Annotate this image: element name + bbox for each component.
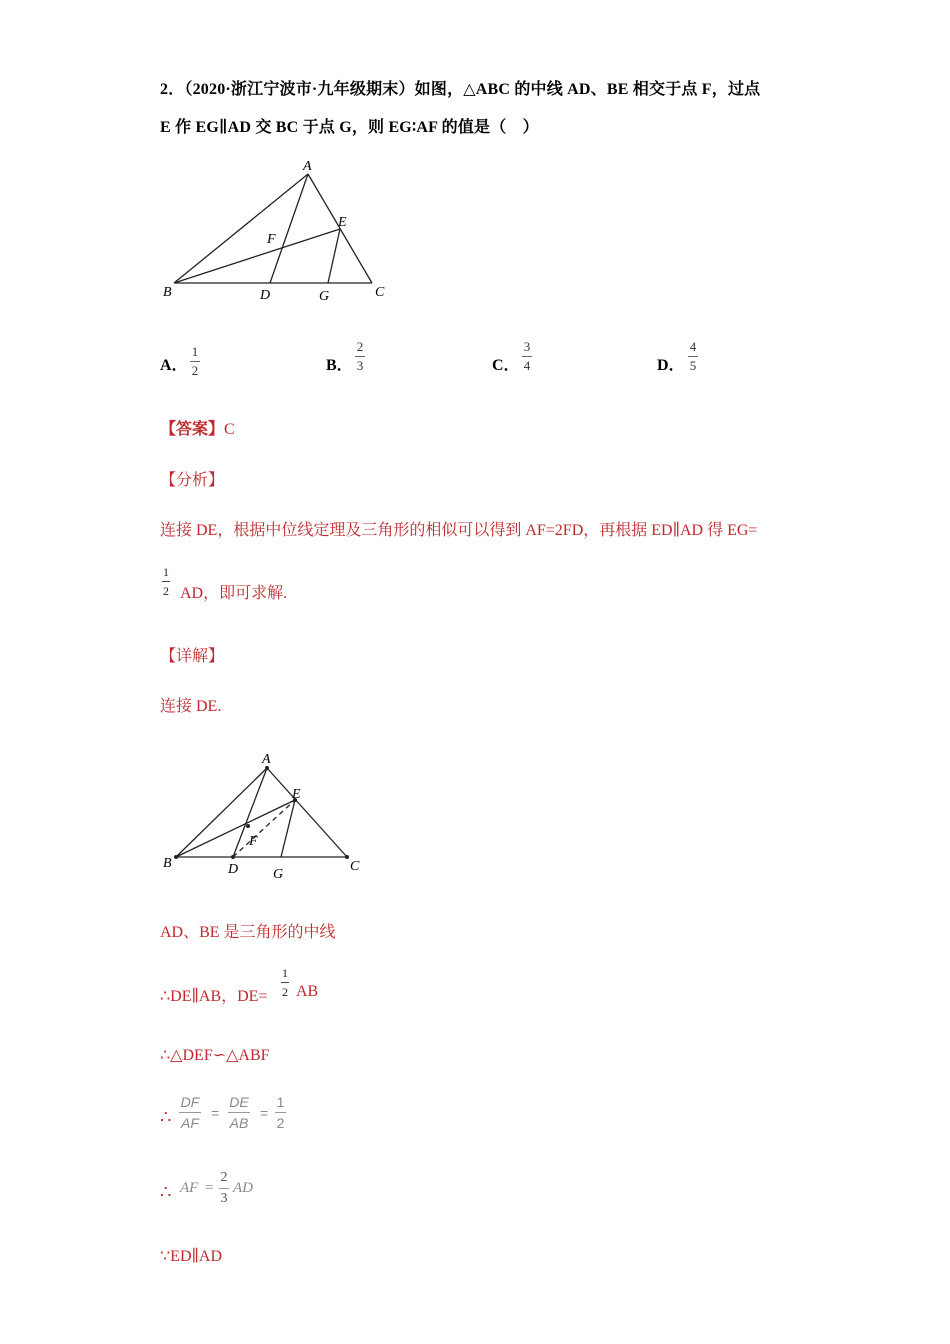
- fig1-side-ab: [174, 174, 308, 283]
- detail-step-3-pre: ∴DE∥AB，DE=: [160, 988, 268, 1005]
- figure-2-triangle: [155, 750, 370, 885]
- detail-step-6-den: 3: [220, 1191, 228, 1206]
- fig2-label-a: A: [262, 752, 271, 767]
- option-a-den: 2: [191, 363, 199, 378]
- option-b-fraction: [355, 340, 365, 373]
- detail-step-5-frac-1: [179, 1094, 201, 1131]
- option-a-fraction: [190, 345, 200, 378]
- fig1-label-f: F: [267, 232, 276, 247]
- fig2-side-ac: [267, 768, 347, 857]
- fig1-label-e: E: [338, 215, 347, 230]
- fig2-median-be: [176, 800, 295, 857]
- fig2-label-b: B: [163, 856, 172, 871]
- option-b-letter: B．: [326, 357, 353, 374]
- analysis-line-2: AD，即可求解.: [180, 585, 288, 602]
- fig2-label-f: F: [249, 834, 258, 849]
- fig1-label-b: B: [163, 285, 172, 300]
- analysis-frac-den: 2: [163, 584, 169, 598]
- fig1-label-c: C: [375, 285, 385, 300]
- detail-step-3-post: AB: [296, 983, 319, 1000]
- fig2-label-c: C: [350, 859, 360, 874]
- answer-tag: 【答案】: [160, 421, 225, 438]
- detail-step-1: 连接 DE.: [160, 698, 222, 715]
- fig1-median-be: [174, 229, 340, 283]
- option-c-letter: C．: [492, 357, 520, 374]
- detail-step-5-eq: =: [211, 1105, 220, 1121]
- detail-step-5-eq-2: =: [260, 1105, 269, 1121]
- detail-step-3-den: 2: [282, 985, 288, 999]
- option-b-den: 3: [356, 358, 364, 373]
- detail-step-6-fraction: [219, 1170, 229, 1207]
- option-a-letter: A．: [160, 357, 188, 374]
- detail-step-3-fraction: [281, 966, 289, 999]
- answer-value: C: [224, 421, 235, 438]
- detail-step-6-rhs: AD: [233, 1180, 253, 1196]
- option-d-letter: D．: [657, 357, 685, 374]
- answer-line: [160, 416, 235, 439]
- detail-step-6-lhs: AF: [180, 1180, 199, 1196]
- detail-step-7: ∵ED∥AD: [160, 1248, 223, 1265]
- fig1-label-d: D: [260, 288, 271, 303]
- option-d-num: 4: [689, 339, 697, 354]
- fig1-label-a: A: [303, 160, 312, 174]
- detail-step-5-d2: AB: [229, 1115, 249, 1131]
- detail-step-3-num: 1: [282, 966, 288, 980]
- detail-step-5-n1: DF: [180, 1094, 200, 1110]
- detail-step-5-n2: DE: [229, 1094, 249, 1110]
- analysis-line-1: 连接 DE，根据中位线定理及三角形的相似可以得到 AF=2FD，再根据 ED∥AD 得 EG=: [160, 522, 758, 539]
- analysis-fraction: [162, 565, 170, 598]
- detail-step-5-frac-3: [275, 1094, 286, 1131]
- detail-tag: 【详解】: [160, 648, 225, 665]
- option-c-fraction: [522, 340, 532, 373]
- detail-step-4: ∴△DEF∽△ABF: [160, 1047, 270, 1064]
- option-d-den: 5: [689, 358, 697, 373]
- fig2-label-e: E: [292, 787, 301, 802]
- option-a-num: 1: [191, 344, 199, 359]
- fig2-label-d: D: [228, 862, 239, 877]
- option-c-den: 4: [523, 358, 531, 373]
- detail-step-5-n3: 1: [276, 1094, 285, 1110]
- fig2-label-g: G: [273, 867, 284, 882]
- detail-step-2: AD、BE 是三角形的中线: [160, 924, 336, 941]
- fig1-label-g: G: [319, 289, 330, 304]
- figure-1-triangle: [155, 160, 400, 305]
- fig2-line-eg: [281, 800, 295, 857]
- detail-step-5-therefore: ∴: [160, 1107, 172, 1127]
- detail-step-6-therefore: ∴: [160, 1182, 172, 1202]
- detail-step-6-num: 2: [220, 1170, 228, 1185]
- detail-step-5-d1: AF: [181, 1115, 199, 1131]
- detail-step-6-eq: =: [205, 1180, 214, 1196]
- question-line-1: 2．（2020·浙江宁波市·九年级期末）如图，△ABC 的中线 AD、BE 相交于点 F，过点: [160, 81, 761, 98]
- option-c-num: 3: [523, 339, 531, 354]
- fig2-dashed-de: [233, 800, 295, 857]
- question-line-2: E 作 EG∥AD 交 BC 于点 G，则 EG∶AF 的值是（ ）: [160, 119, 539, 136]
- detail-step-5-d3: 2: [276, 1115, 285, 1131]
- detail-step-5-frac-2: [228, 1094, 250, 1131]
- analysis-tag: 【分析】: [160, 472, 225, 489]
- analysis-frac-num: 1: [163, 565, 169, 579]
- option-d-fraction: [688, 340, 698, 373]
- fig1-line-eg: [328, 229, 340, 283]
- option-b-num: 2: [356, 339, 364, 354]
- fig1-median-ad: [270, 174, 308, 283]
